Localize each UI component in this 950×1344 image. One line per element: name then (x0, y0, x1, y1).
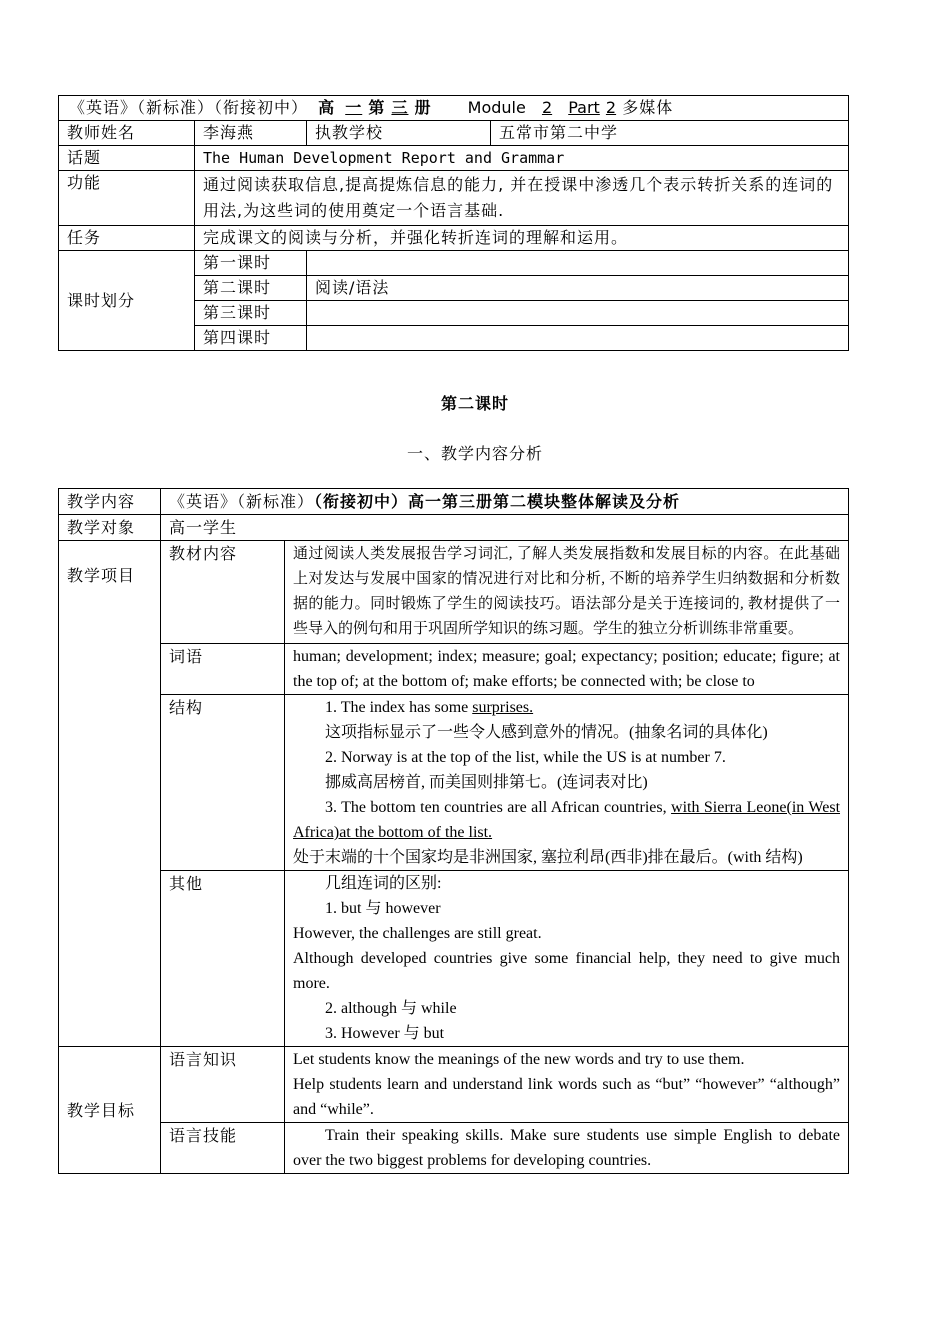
header-row (59, 96, 849, 121)
periods-label: 课时划分 (59, 251, 195, 351)
content-value (161, 489, 849, 515)
period-content (307, 326, 849, 351)
material-value: 通过阅读人类发展报告学习词汇, 了解人类发展指数和发展目标的内容。在此基础上对发达与发展中国家的情况进行对比和分析, 不断的培养学生归纳数据和分析数据的能力。同时锻炼了学生的阅读技巧。语法部分是关于连接词的, 教材提供了一些导入的例句和用于巩固所学知识的练习题。学生的独立分析训练非常重要。 (285, 541, 849, 644)
function-label: 功能 (59, 171, 195, 226)
structure-item-2: 2. Norway is at the top of the list, while the US is at number 7. (325, 749, 726, 766)
other-item-2: 2. although 与 while (325, 1000, 457, 1017)
vocab-label: 词语 (161, 644, 285, 695)
task-row (59, 226, 849, 251)
period-name: 第一课时 (195, 251, 307, 276)
grade-4: 三 (391, 98, 409, 117)
structure-row (59, 695, 849, 871)
knowledge-label: 语言知识 (161, 1047, 285, 1123)
goal-label: 教学目标 (59, 1047, 161, 1174)
period-row-1 (59, 251, 849, 276)
part-num: 2 (605, 98, 617, 117)
object-row (59, 515, 849, 541)
teacher-label: 教师姓名 (59, 121, 195, 146)
knowledge-item-1: Let students know the meanings of the new words and try to use them. (293, 1051, 745, 1068)
knowledge-item-2: Help students learn and understand link words such as “but” “however” “although” and “while”. (293, 1076, 840, 1118)
topic-row (59, 146, 849, 171)
task-value: 完成课文的阅读与分析，并强化转折连词的理解和运用。 (195, 226, 849, 251)
function-value: 通过阅读获取信息,提高提炼信息的能力, 并在授课中渗透几个表示转折关系的连词的用法,为这些词的使用奠定一个语言基础. (195, 171, 849, 226)
period-content (307, 301, 849, 326)
knowledge-value (285, 1047, 849, 1123)
task-label: 任务 (59, 226, 195, 251)
analysis-table (58, 488, 849, 1174)
media-label: 多媒体 (622, 98, 674, 117)
period-content (307, 251, 849, 276)
project-label: 教学项目 (59, 541, 161, 1047)
school-name: 五常市第二中学 (491, 121, 849, 146)
structure-item-3 (293, 795, 840, 845)
content-row (59, 489, 849, 515)
skill-row (59, 1123, 849, 1174)
other-item-1: 1. but 与 however (325, 900, 441, 917)
structure-item-2-cn: 挪威高居榜首, 而美国则排第七。(连词表对比) (325, 774, 648, 791)
grade-2: 一 (345, 98, 363, 117)
structure-label: 结构 (161, 695, 285, 871)
part-label: Part (568, 98, 600, 117)
topic-label: 话题 (59, 146, 195, 171)
structure-item-1 (293, 695, 840, 720)
object-value: 高一学生 (161, 515, 849, 541)
vocab-row (59, 644, 849, 695)
other-row (59, 871, 849, 1047)
skill-text: Train their speaking skills. Make sure students use simple English to debate over the two biggest problems for developing countries. (293, 1127, 840, 1169)
module-label: Module (467, 98, 526, 117)
s1-underlined: surprises. (472, 699, 534, 716)
book-title: 《英语》（新标准）（衔接初中） (69, 98, 309, 117)
content-label: 教学内容 (59, 489, 161, 515)
object-label: 教学对象 (59, 515, 161, 541)
period-name: 第二课时 (195, 276, 307, 301)
teacher-name: 李海燕 (195, 121, 307, 146)
skill-value (285, 1123, 849, 1174)
school-label: 执教学校 (307, 121, 491, 146)
structure-value (285, 695, 849, 871)
section-title: 第二课时 (440, 394, 509, 413)
section-subtitle: 一、教学内容分析 (406, 444, 543, 463)
period-name: 第四课时 (195, 326, 307, 351)
other-example-2: Although developed countries give some financial help, they need to give much more. (293, 950, 840, 992)
other-value (285, 871, 849, 1047)
other-intro: 几组连词的区别: (325, 875, 442, 892)
s3-underlined: with Sierra Leone(in West Africa)at the bottom of the list. (293, 799, 841, 841)
function-row (59, 171, 849, 226)
other-item-3: 3. However 与 but (325, 1025, 445, 1042)
s1-text: 1. The index has some (325, 699, 473, 716)
grade-3: 第 (368, 98, 386, 117)
other-label: 其他 (161, 871, 285, 1047)
s3-text: 3. The bottom ten countries are all African countries, (325, 799, 672, 816)
content-book: 《英语》（新标准） (169, 492, 315, 511)
vocab-value: human; development; index; measure; goal; expectancy; position; educate; figure; at the top of; at the bottom of; make efforts; be connected with; be close to (285, 644, 849, 695)
period-content: 阅读/语法 (307, 276, 849, 301)
course-info-table (58, 95, 849, 351)
module-num: 2 (541, 98, 553, 117)
material-label: 教材内容 (161, 541, 285, 644)
grade-1: 高 (318, 98, 336, 117)
structure-item-3-cn: 处于末端的十个国家均是非洲国家, 塞拉利昂(西非)排在最后。(with 结构) (293, 849, 803, 866)
structure-item-1-cn: 这项指标显示了一些令人感到意外的情况。(抽象名词的具体化) (325, 724, 768, 741)
course-header (59, 96, 849, 121)
topic-value: The Human Development Report and Grammar (195, 146, 849, 171)
teacher-row (59, 121, 849, 146)
period-name: 第三课时 (195, 301, 307, 326)
grade-5: 册 (414, 98, 432, 117)
skill-label: 语言技能 (161, 1123, 285, 1174)
content-desc: （衔接初中）高一第三册第二模块整体解读及分析 (314, 492, 681, 511)
material-row (59, 541, 849, 644)
other-example-1: However, the challenges are still great. (293, 925, 542, 942)
knowledge-row (59, 1047, 849, 1123)
